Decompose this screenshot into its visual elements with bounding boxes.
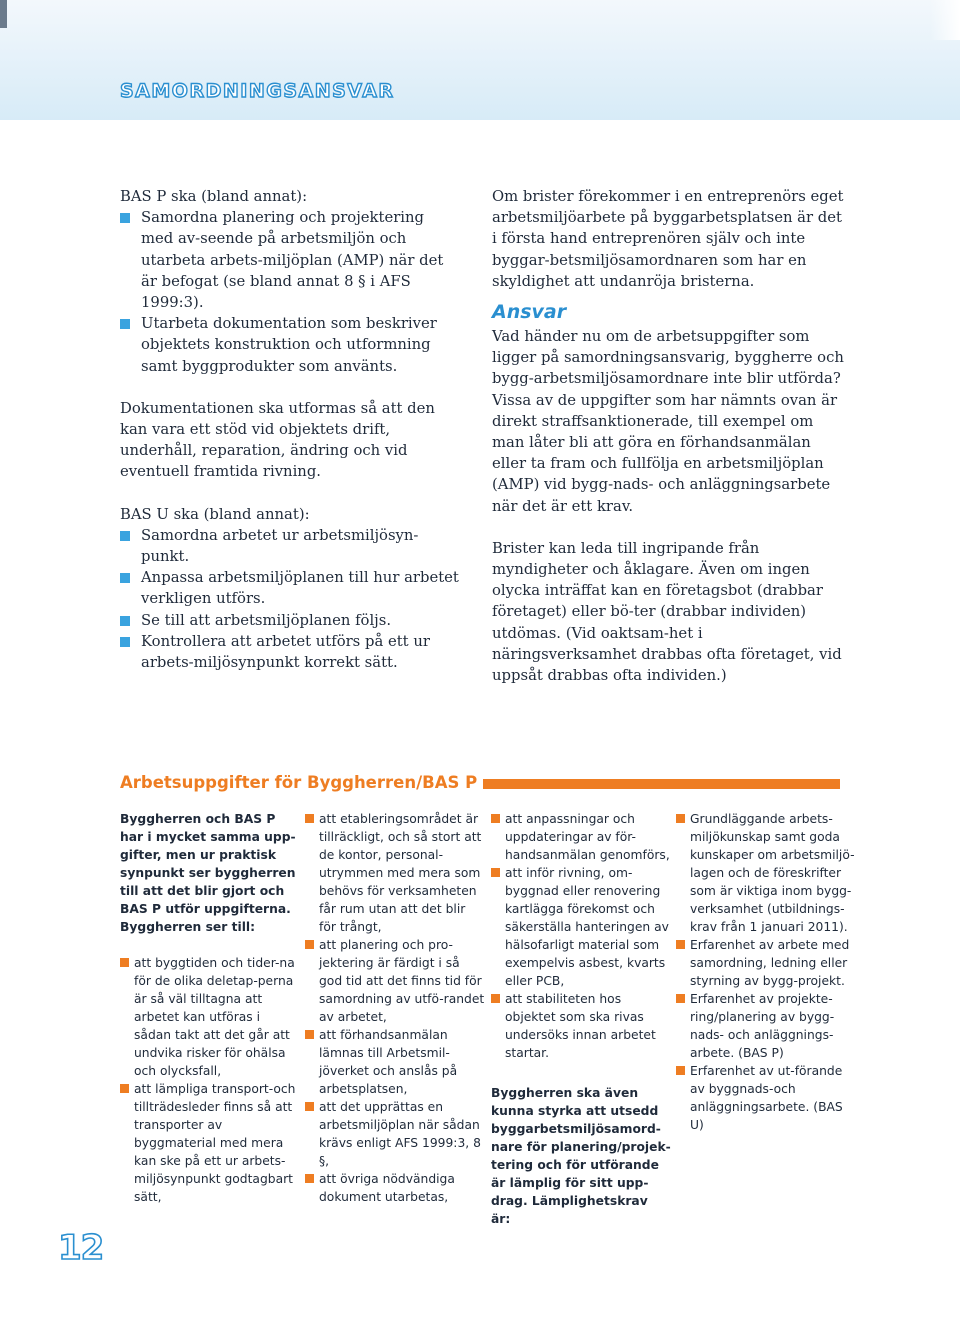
box-list-2 bbox=[305, 810, 485, 1206]
box-title: Arbetsuppgifter för Byggherren/BAS P bbox=[120, 772, 483, 794]
list-item: Grundläggande arbets-miljökunskap samt goda kunskaper om arbetsmiljö-lagen och de föreskrifter som är viktiga inom bygg-verksamhet (utbildnings-krav från 1 januari 2011). bbox=[676, 810, 856, 936]
left-column bbox=[120, 186, 460, 673]
box-column-1 bbox=[120, 810, 300, 1206]
bullet-square-icon bbox=[491, 868, 500, 877]
bullet-square-icon bbox=[676, 814, 685, 823]
bullet-square-icon bbox=[120, 958, 129, 967]
bullet-square-icon bbox=[120, 637, 130, 647]
box-list-1 bbox=[120, 954, 300, 1206]
intro-paragraph: Om brister förekommer i en entreprenörs eget arbetsmiljöarbete på byggarbetsplatsen är det i första hand entreprenören själv och inte byggar-betsmiljösamordnaren som har en skyldighet att undanröja bristerna. bbox=[492, 188, 844, 290]
list-item: att planering och pro-jektering är färdigt i så god tid att det finns tid för samordning av utfö-randet av arbetet, bbox=[305, 936, 485, 1026]
bullet-square-icon bbox=[676, 940, 685, 949]
bullet-square-icon bbox=[676, 1066, 685, 1075]
list-item: Samordna arbetet ur arbetsmiljösyn-punkt. bbox=[120, 525, 460, 567]
list-item: att förhandsanmälan lämnas till Arbetsmil-jöverket och anslås på arbetsplatsen, bbox=[305, 1026, 485, 1098]
box-list-3 bbox=[491, 810, 671, 1062]
bullet-square-icon bbox=[305, 1102, 314, 1111]
header-corner bbox=[930, 0, 960, 40]
list-item: Kontrollera att arbetet utförs på ett ur arbets-miljösynpunkt korrekt sätt. bbox=[120, 631, 460, 673]
bas-u-heading: BAS U ska (bland annat): bbox=[120, 505, 310, 523]
page-number: 12 bbox=[58, 1228, 104, 1268]
bullet-square-icon bbox=[120, 319, 130, 329]
header-band bbox=[0, 0, 960, 120]
list-item: att inför rivning, om-byggnad eller renovering kartlägga förekomst och säkerställa hanteringen av hälsofarligt material som exempelvis asbest, kvarts eller PCB, bbox=[491, 864, 671, 990]
list-item: att byggtiden och tider-na för de olika deletap-perna är så väl tilltagna att arbetet kan utföras i sådan takt att det går att undvika risker för ohälsa och olycksfall, bbox=[120, 954, 300, 1080]
box-lead: Byggherren ser till: bbox=[120, 920, 256, 934]
ansvar-paragraph: Vad händer nu om de arbetsuppgifter som ligger på samordningsansvarig, byggherre och bygg-arbetsmiljösamordnare inte blir utförda? Vissa av de uppgifter som har nämnts ovan är direkt straffsanktionerade, till exempel om man låter bli att göra en förhandsanmälan eller ta fram och fullfölja en arbetsmiljöplan (AMP) vid bygg-nads- och anläggningsarbete när det är ett krav. bbox=[492, 328, 844, 515]
list-item: att lämpliga transport-och tillträdesleder finns så att transporter av byggmaterial med mera kan ske på ett ur arbets-miljösynpunkt godtagbart sätt, bbox=[120, 1080, 300, 1206]
bas-u-list bbox=[120, 525, 460, 673]
bullet-square-icon bbox=[120, 616, 130, 626]
list-item: Utarbeta dokumentation som beskriver objektets konstruktion och utformning samt byggprodukter som använts. bbox=[120, 313, 460, 377]
box-column-4 bbox=[676, 810, 856, 1134]
bullet-square-icon bbox=[676, 994, 685, 1003]
list-item: Se till att arbetsmiljöplanen följs. bbox=[120, 610, 460, 631]
box-heading bbox=[120, 773, 840, 792]
list-item: att stabiliteten hos objektet som ska rivas undersöks innan arbetet startar. bbox=[491, 990, 671, 1062]
bullet-square-icon bbox=[120, 573, 130, 583]
bullet-square-icon bbox=[120, 531, 130, 541]
list-item: att anpassningar och uppdateringar av för-handsanmälan genomförs, bbox=[491, 810, 671, 864]
bullet-square-icon bbox=[120, 1084, 129, 1093]
list-item: Erfarenhet av ut-förande av byggnads-och anläggningsarbete. (BAS U) bbox=[676, 1062, 856, 1134]
bullet-square-icon bbox=[305, 940, 314, 949]
list-item: att övriga nödvändiga dokument utarbetas, bbox=[305, 1170, 485, 1206]
list-item: Anpassa arbetsmiljöplanen till hur arbetet verkligen utförs. bbox=[120, 567, 460, 609]
bullet-square-icon bbox=[491, 994, 500, 1003]
bullet-square-icon bbox=[305, 814, 314, 823]
list-item: att det upprättas en arbetsmiljöplan när sådan krävs enligt AFS 1999:3, 8 §, bbox=[305, 1098, 485, 1170]
right-column bbox=[492, 186, 844, 686]
ansvar-heading: Ansvar bbox=[492, 301, 567, 324]
box-column-2 bbox=[305, 810, 485, 1206]
box-column-3 bbox=[491, 810, 671, 1228]
bas-p-list bbox=[120, 207, 460, 377]
consequence-paragraph: Brister kan leda till ingripande från myndigheter och åklagare. Även om ingen olycka inträffat kan en företagsbot (drabbar företaget) eller bö-ter (drabbar individen) utdömas. (Vid oaktsam-het i näringsverksamhet drabbas ofta företaget, vid uppsåt drabbas ofta individen.) bbox=[492, 539, 842, 685]
section-title: SAMORDNINGSANSVAR bbox=[120, 80, 395, 102]
bullet-square-icon bbox=[305, 1174, 314, 1183]
header-tick bbox=[0, 0, 7, 28]
bullet-square-icon bbox=[491, 814, 500, 823]
list-item: Erfarenhet av projekte-ring/planering av bygg-nads- och anläggnings-arbete. (BAS P) bbox=[676, 990, 856, 1062]
list-item: Erfarenhet av arbete med samordning, ledning eller styrning av bygg-projekt. bbox=[676, 936, 856, 990]
box-closing: Byggherren ska även kunna styrka att utsedd byggarbetsmiljösamord-nare för planering/projek-tering och för utförande är lämplig för sitt upp-drag. Lämplighetskrav är: bbox=[491, 1086, 671, 1226]
box-list-4 bbox=[676, 810, 856, 1134]
box-intro: Byggherren och BAS P har i mycket samma upp-gifter, men ur praktisk synpunkt ser byggherren till att det blir gjort och BAS P utför uppgifterna. bbox=[120, 812, 296, 916]
bas-p-heading: BAS P ska (bland annat): bbox=[120, 188, 308, 205]
list-item: att etableringsområdet är tillräckligt, och så stort att de kontor, personal-utrymmen med mera som behövs för verksamheten får rum utan att det blir för trångt, bbox=[305, 810, 485, 936]
bullet-square-icon bbox=[305, 1030, 314, 1039]
bullet-square-icon bbox=[120, 213, 130, 223]
list-item: Samordna planering och projektering med av-seende på arbetsmiljön och utarbeta arbets-miljöplan (AMP) när det är befogat (se bland annat 8 § i AFS 1999:3). bbox=[120, 207, 460, 313]
documentation-paragraph: Dokumentationen ska utformas så att den kan vara ett stöd vid objektets drift, underhåll, reparation, ändring och vid eventuell framtida rivning. bbox=[120, 399, 435, 481]
